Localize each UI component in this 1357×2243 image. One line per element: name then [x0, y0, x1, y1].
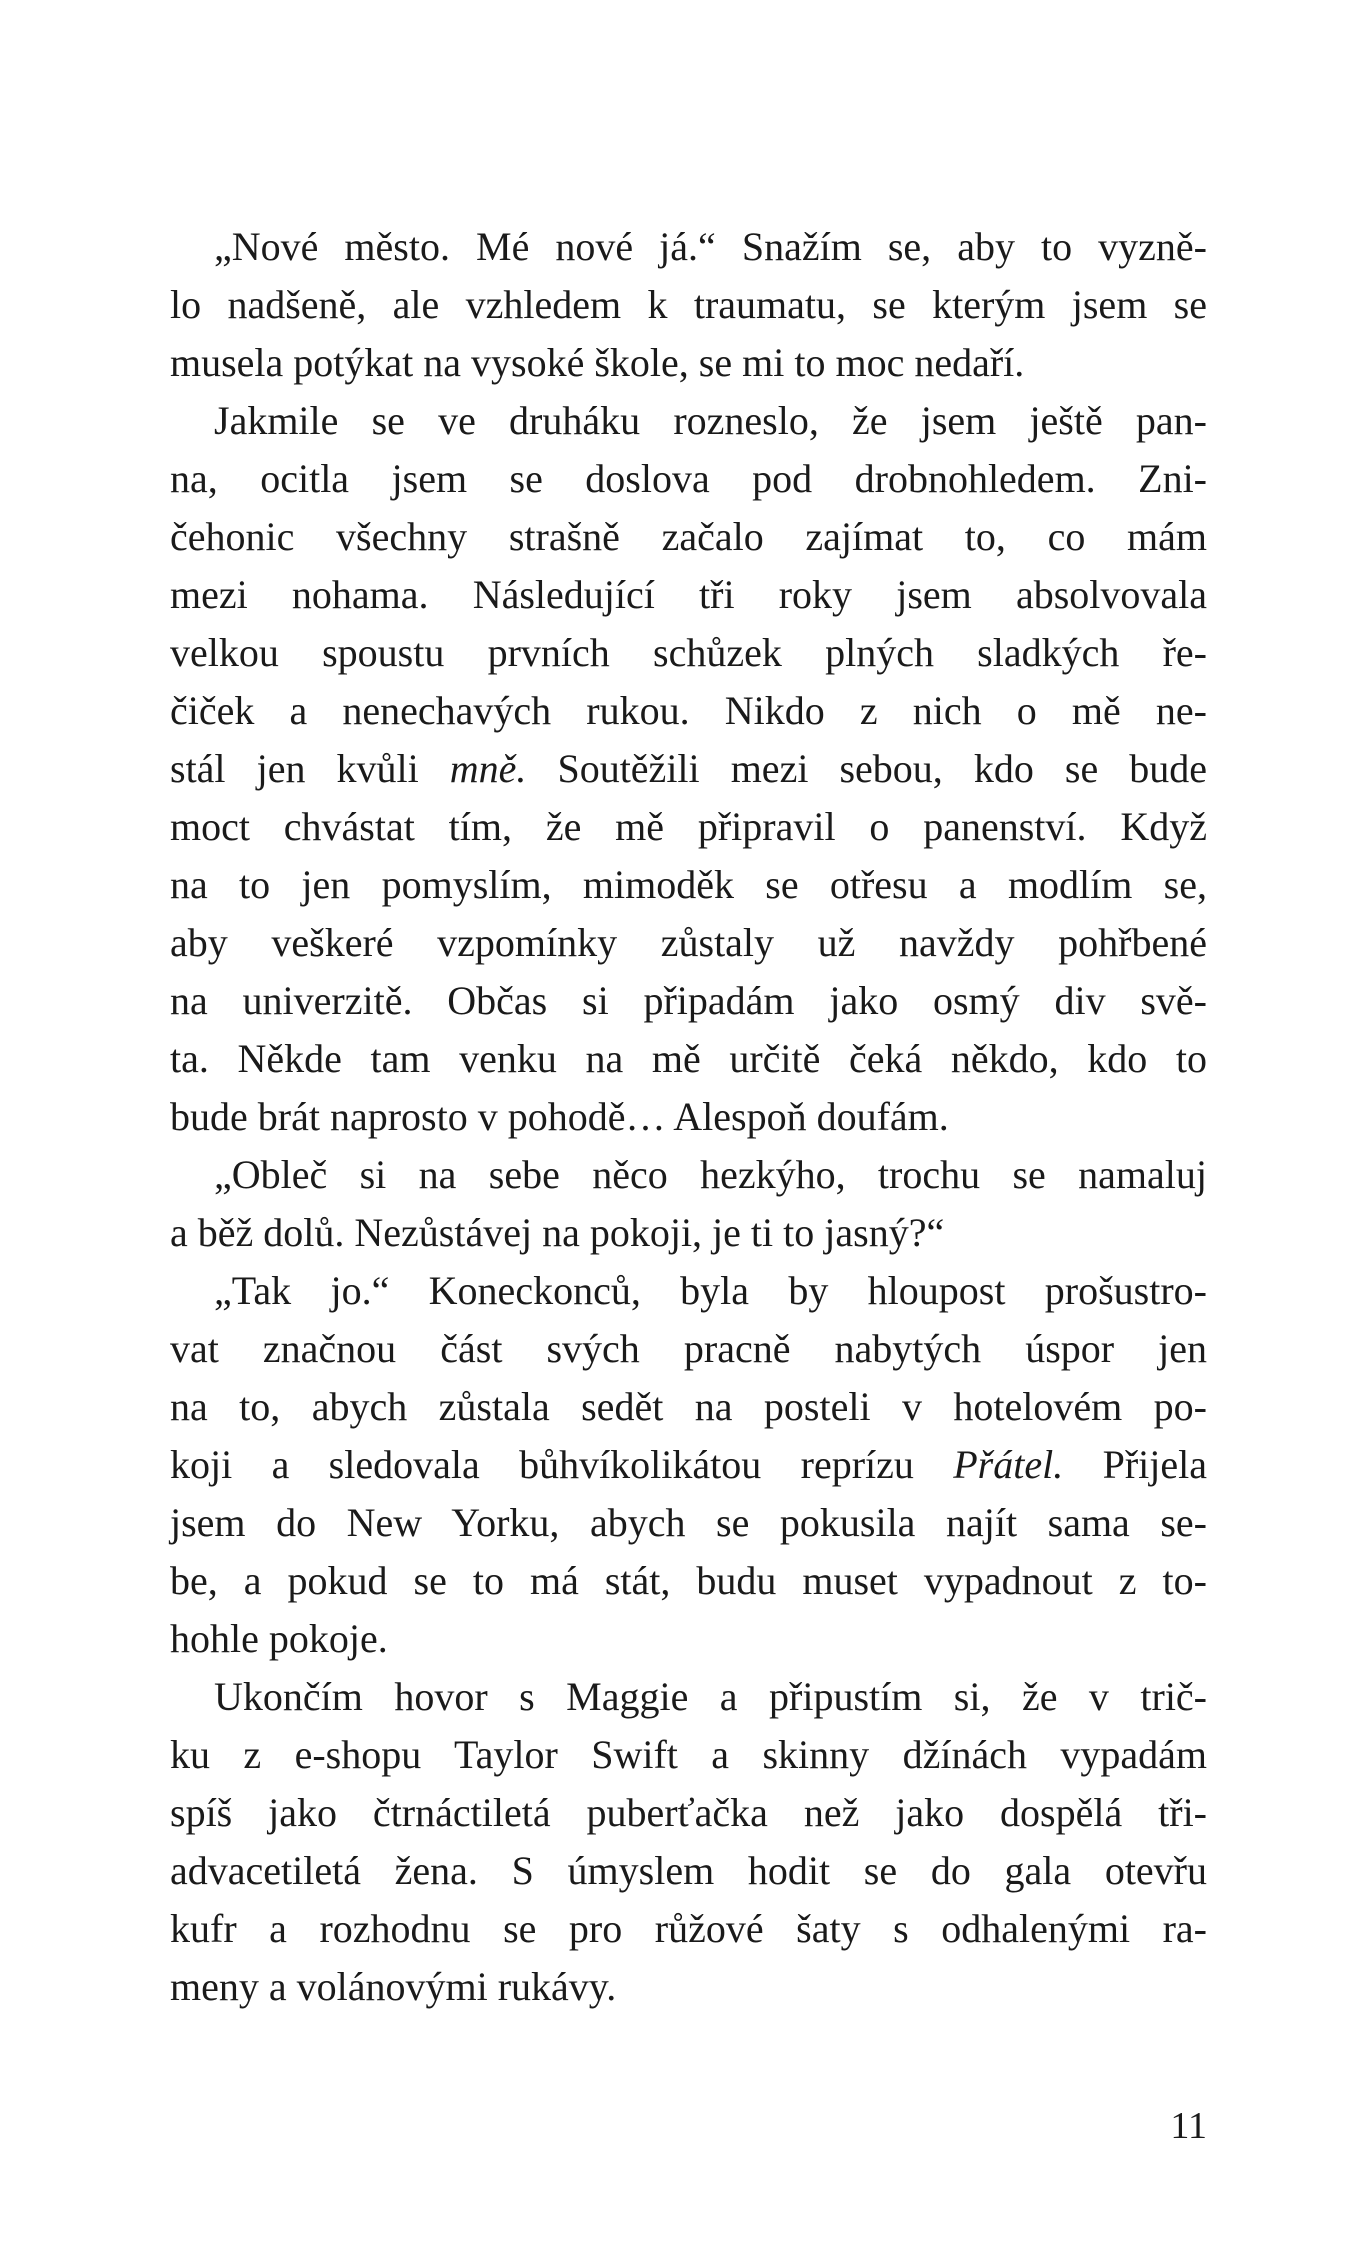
text-line: lo nadšeně, ale vzhledem k traumatu, se kterým jsem se [170, 282, 1207, 327]
text-line: advacetiletá žena. S úmyslem hodit se do gala otevřu [170, 1848, 1207, 1893]
text-line: spíš jako čtrnáctiletá puberťačka než jako dospělá tři- [170, 1790, 1207, 1835]
text-line: ta. Někde tam venku na mě určitě čeká někdo, kdo to [170, 1036, 1207, 1081]
text-line: „Obleč si na sebe něco hezkýho, trochu se namaluj [214, 1152, 1207, 1197]
text-line: aby veškeré vzpomínky zůstaly už navždy pohřbené [170, 920, 1207, 965]
text-line: kufr a rozhodnu se pro růžové šaty s odhalenými ra- [170, 1906, 1207, 1951]
text-line: na to jen pomyslím, mimoděk se otřesu a modlím se, [170, 862, 1207, 907]
text-line: meny a volánovými rukávy. [170, 1964, 617, 2009]
text-line: Jakmile se ve druháku rozneslo, že jsem ještě pan- [214, 398, 1207, 443]
text-line: na univerzitě. Občas si připadám jako osmý div svě- [170, 978, 1207, 1023]
text-line-with-italic [170, 740, 1207, 798]
text-segment: stál jen kvůli [170, 746, 450, 791]
italic-word: mně. [449, 746, 527, 791]
text-line: bude brát naprosto v pohodě… Alespoň doufám. [170, 1094, 949, 1139]
text-line: moct chvástat tím, že mě připravil o panenství. Když [170, 804, 1207, 849]
text-line: velkou spoustu prvních schůzek plných sladkých ře- [170, 630, 1207, 675]
italic-title: Přátel. [953, 1442, 1064, 1487]
body-text [170, 218, 1207, 2016]
text-line: mezi nohama. Následující tři roky jsem absolvovala [170, 572, 1207, 617]
text-line: a běž dolů. Nezůstávej na pokoji, je ti to jasný?“ [170, 1210, 945, 1255]
text-line: na, ocitla jsem se doslova pod drobnohledem. Zni- [170, 456, 1207, 501]
text-line-with-italic [170, 1436, 1207, 1494]
text-line: be, a pokud se to má stát, budu muset vypadnout z to- [170, 1558, 1207, 1603]
text-segment: Přijela [1063, 1442, 1207, 1487]
text-line: jsem do New Yorku, abych se pokusila najít sama se- [170, 1500, 1207, 1545]
text-line: ku z e-shopu Taylor Swift a skinny džínách vypadám [170, 1732, 1207, 1777]
text-segment: Soutěžili mezi sebou, kdo se bude [526, 746, 1207, 791]
text-line: musela potýkat na vysoké škole, se mi to moc nedaří. [170, 340, 1025, 385]
text-line: čiček a nenechavých rukou. Nikdo z nich o mě ne- [170, 688, 1207, 733]
text-line: čehonic všechny strašně začalo zajímat to, co mám [170, 514, 1207, 559]
text-line: hohle pokoje. [170, 1616, 388, 1661]
text-line: Ukončím hovor s Maggie a připustím si, že v trič- [214, 1674, 1207, 1719]
text-segment: koji a sledovala bůhvíkolikátou reprízu [170, 1442, 954, 1487]
text-line: „Nové město. Mé nové já.“ Snažím se, aby to vyzně- [214, 224, 1207, 269]
text-line: „Tak jo.“ Koneckonců, byla by hloupost prošustro- [214, 1268, 1207, 1313]
text-line: na to, abych zůstala sedět na posteli v hotelovém po- [170, 1384, 1207, 1429]
text-line: vat značnou část svých pracně nabytých úspor jen [170, 1326, 1207, 1371]
page-number: 11 [1170, 2105, 1207, 2147]
